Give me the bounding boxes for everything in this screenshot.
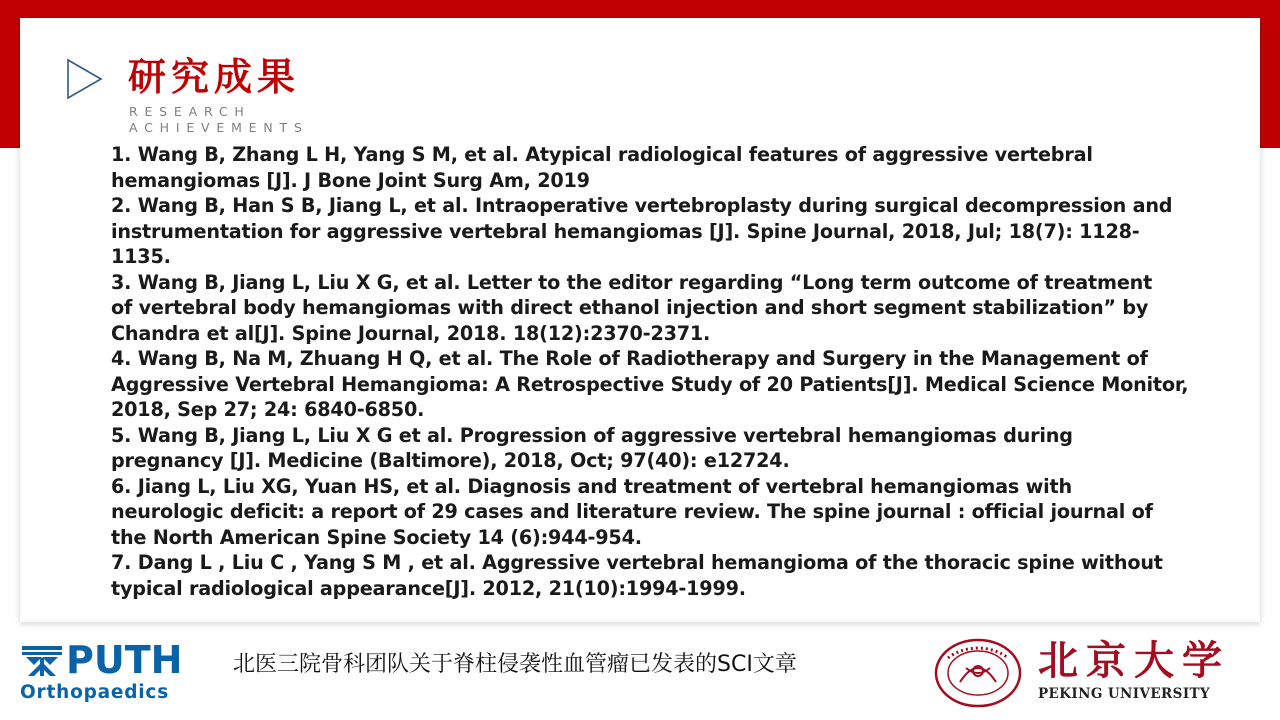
- reference-item: 3. Wang B, Jiang L, Liu X G, et al. Letter to the editor regarding “Long term outcome of treatment of vertebral body hemangiomas with direct ethanol injection and short segment stabilization” by Chandra et al[J]. Spine Journal, 2018. 18(12):2370-2371.: [111, 270, 1153, 345]
- puth-logo-text: PUTH: [66, 638, 183, 682]
- reference-item: 7. Dang L , Liu C , Yang S M , et al. Aggressive vertebral hemangioma of the thoracic spine without typical radiological appearance[J]. 2012, 21(10):1994-1999.: [111, 551, 1163, 600]
- pku-name-cn: 北京大学: [1038, 637, 1230, 684]
- reference-item: 4. Wang B, Na M, Zhuang H Q, et al. The Role of Radiotherapy and Surgery in the Management of Aggressive Vertebral Hemangioma: A Retrospective Study of 20 Patients[J]. Medical Science Monitor, 2018, Sep 27; 24: 6840-6850.: [111, 347, 1189, 421]
- footer-caption: 北医三院骨科团队关于脊柱侵袭性血管瘤已发表的SCI文章: [233, 652, 797, 677]
- play-triangle-icon: [66, 58, 104, 100]
- pku-logo: [934, 638, 1244, 708]
- reference-item: 5. Wang B, Jiang L, Liu X G et al. Progression of aggressive vertebral hemangiomas during pregnancy [J]. Medicine (Baltimore), 2018, Oct; 97(40): e12724.: [111, 423, 1073, 472]
- puth-emblem-icon: [20, 646, 64, 676]
- reference-list: [111, 142, 1206, 601]
- pku-seal-icon: [934, 638, 1022, 708]
- page-title: 研究成果: [128, 55, 301, 99]
- reference-item: 6. Jiang L, Liu XG, Yuan HS, et al. Diagnosis and treatment of vertebral hemangiomas with neurologic deficit: a report of 29 cases and literature review. The spine journal : official journal of the North American Spine Society 14 (6):944-954.: [111, 474, 1153, 549]
- puth-logo-subtitle: Orthopaedics: [20, 682, 170, 703]
- pku-name-en: PEKING UNIVERSITY: [1038, 686, 1211, 702]
- reference-item: 1. Wang B, Zhang L H, Yang S M, et al. Atypical radiological features of aggressive vertebral hemangiomas [J]. J Bone Joint Surg Am, 2019: [111, 143, 1093, 192]
- reference-item: 2. Wang B, Han S B, Jiang L, et al. Intraoperative vertebroplasty during surgical decompression and instrumentation for aggressive vertebral hemangiomas [J]. Spine Journal, 2018, Jul; 18(7): 1128- 1135.: [111, 194, 1173, 268]
- page-subtitle: RESEARCH ACHIEVEMENTS: [129, 104, 309, 135]
- puth-logo: [20, 638, 206, 704]
